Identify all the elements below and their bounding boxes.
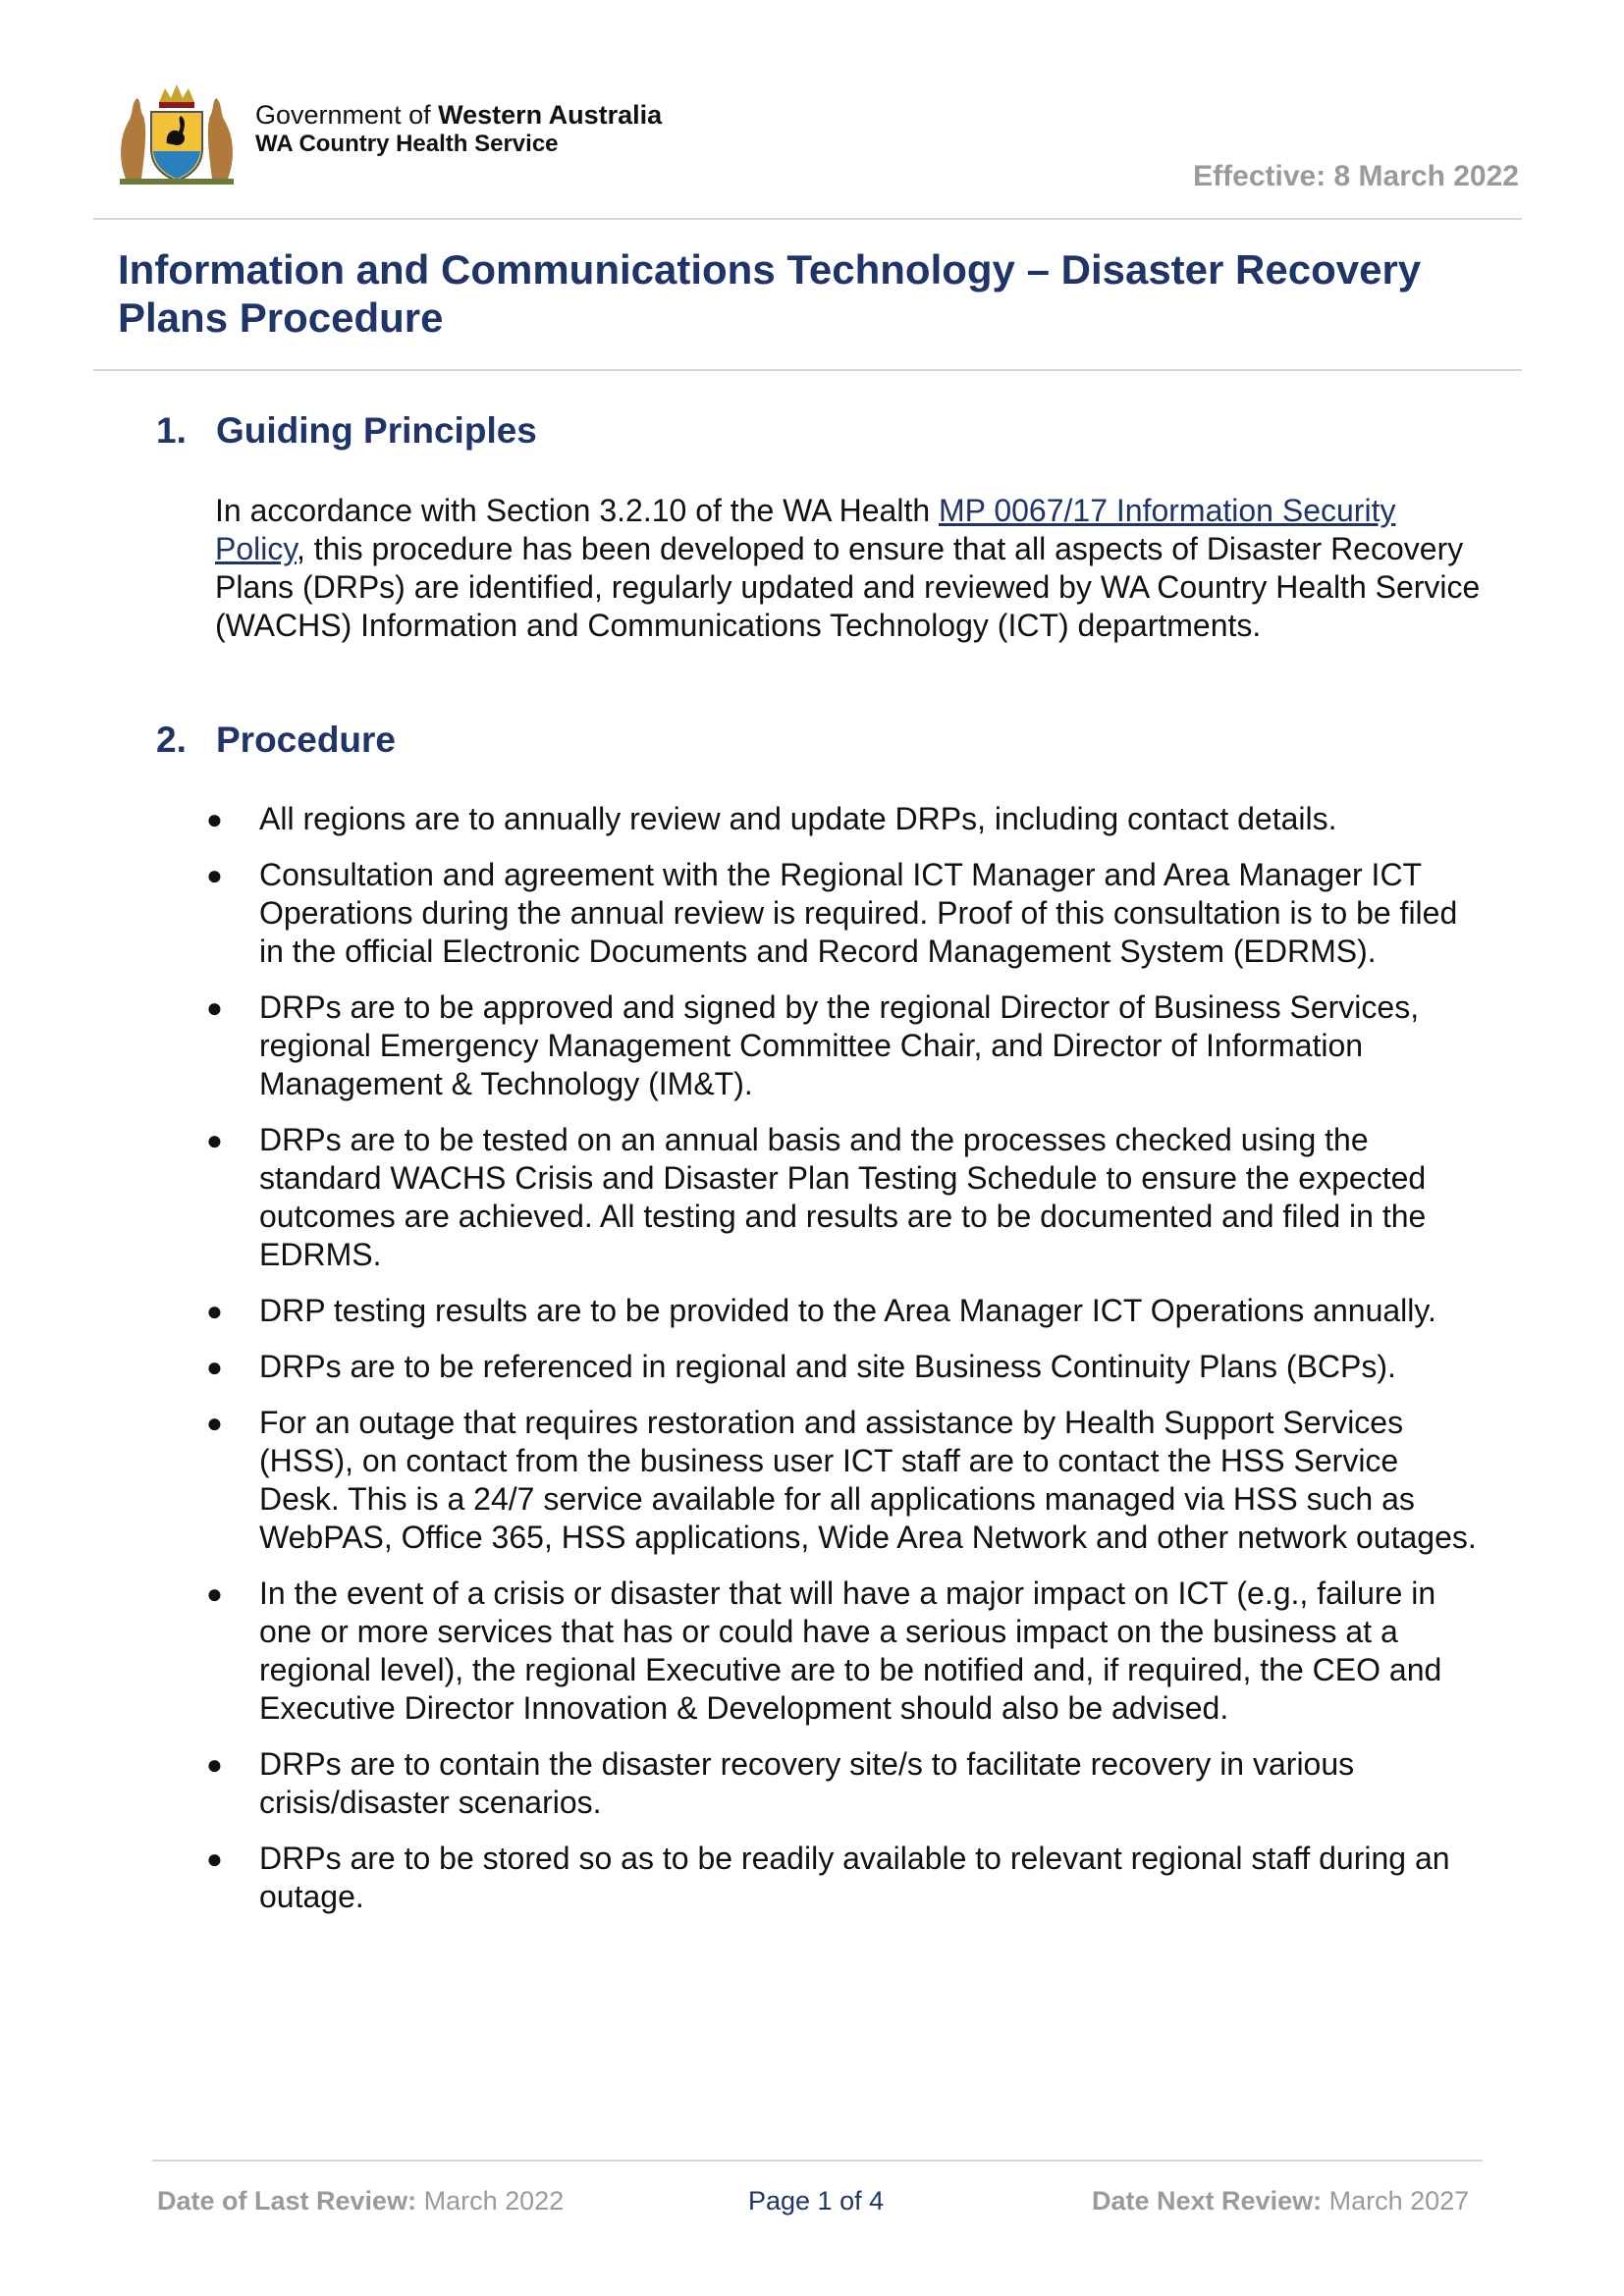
list-item: ● DRPs are to be referenced in regional and site Business Continuity Plans (BCPs). xyxy=(206,1349,1396,1384)
footer-divider xyxy=(152,2160,1483,2162)
section-heading-procedure: 2. Procedure xyxy=(156,720,397,760)
list-item: ● In the event of a crisis or disaster that will have a major impact on ICT (e.g., failure in one or more services that has or could have a serious impact on the business at a regional level), the regional Executive are to be notified and, if required, the CEO and Executive Director Innovation & Development should also be advised. xyxy=(206,1575,1442,1726)
procedure-list xyxy=(157,800,1483,1934)
bullet-icon: ● xyxy=(206,1125,223,1155)
bullet-icon: ● xyxy=(206,992,223,1023)
header-divider xyxy=(93,218,1522,220)
bullet-icon: ● xyxy=(206,1408,223,1438)
section-heading-guiding-principles: 1. Guiding Principles xyxy=(156,410,537,451)
bullet-icon: ● xyxy=(206,804,223,834)
list-item: ● DRPs are to be tested on an annual basis and the processes checked using the standard WACHS Crisis and Disaster Plan Testing Schedule to ensure the expected outcomes are achieved. All testing and results are to be documented and filed in the EDRMS. xyxy=(206,1122,1427,1272)
title-divider xyxy=(93,369,1522,371)
list-item: ● Consultation and agreement with the Regional ICT Manager and Area Manager ICT Operations during the annual review is required. Proof of this consultation is to be filed in the official Electronic Documents and Record Management System (EDRMS). xyxy=(206,857,1458,969)
list-item: ● DRP testing results are to be provided to the Area Manager ICT Operations annually. xyxy=(206,1293,1436,1328)
bullet-icon: ● xyxy=(206,1749,223,1780)
bullet-icon: ● xyxy=(206,1352,223,1382)
list-item: ● DRPs are to be stored so as to be readily available to relevant regional staff during an outage. xyxy=(206,1841,1450,1914)
guiding-principles-paragraph: In accordance with Section 3.2.10 of the WA Health MP 0067/17 Information Security Policy, this procedure has been developed to ensure that all aspects of Disaster Recovery Plans (DRPs) are identified, regularly updated and reviewed by WA Country Health Service (WACHS) Information and Communications Technology (ICT) departments. xyxy=(215,493,1481,643)
list-item: ● All regions are to annually review and update DRPs, including contact details. xyxy=(206,801,1337,836)
bullet-icon: ● xyxy=(206,860,223,890)
document-header xyxy=(0,0,1624,220)
government-name: Government of Western Australia xyxy=(255,100,663,130)
list-item: ● For an outage that requires restoration and assistance by Health Support Services (HSS), on contact from the business user ICT staff are to contact the HSS Service Desk. This is a 24/7 service available for all applications managed via HSS such as WebPAS, Office 365, HSS applications, Wide Area Network and other network outages. xyxy=(206,1405,1477,1555)
list-item: ● DRPs are to contain the disaster recovery site/s to facilitate recovery in various crisis/disaster scenarios. xyxy=(206,1746,1355,1820)
policy-link[interactable]: MP 0067/17 Information Security Policy xyxy=(215,493,1396,566)
service-name: WA Country Health Service xyxy=(255,131,559,157)
bullet-icon: ● xyxy=(206,1843,223,1874)
wa-coat-of-arms-icon xyxy=(108,80,245,190)
list-item: ● DRPs are to be approved and signed by the regional Director of Business Services, regional Emergency Management Committee Chair, and Director of Information Management & Technology (IM&T). xyxy=(206,989,1420,1101)
effective-date: Effective: 8 March 2022 xyxy=(1193,160,1519,192)
bullet-icon: ● xyxy=(206,1296,223,1326)
bullet-icon: ● xyxy=(206,1578,223,1609)
last-review-date: Date of Last Review: March 2022 xyxy=(157,2186,565,2216)
document-title: Information and Communications Technology – Disaster Recovery Plans Procedure xyxy=(118,246,1422,341)
page-number: Page 1 of 4 xyxy=(748,2186,885,2216)
next-review-date: Date Next Review: March 2027 xyxy=(1092,2186,1470,2216)
